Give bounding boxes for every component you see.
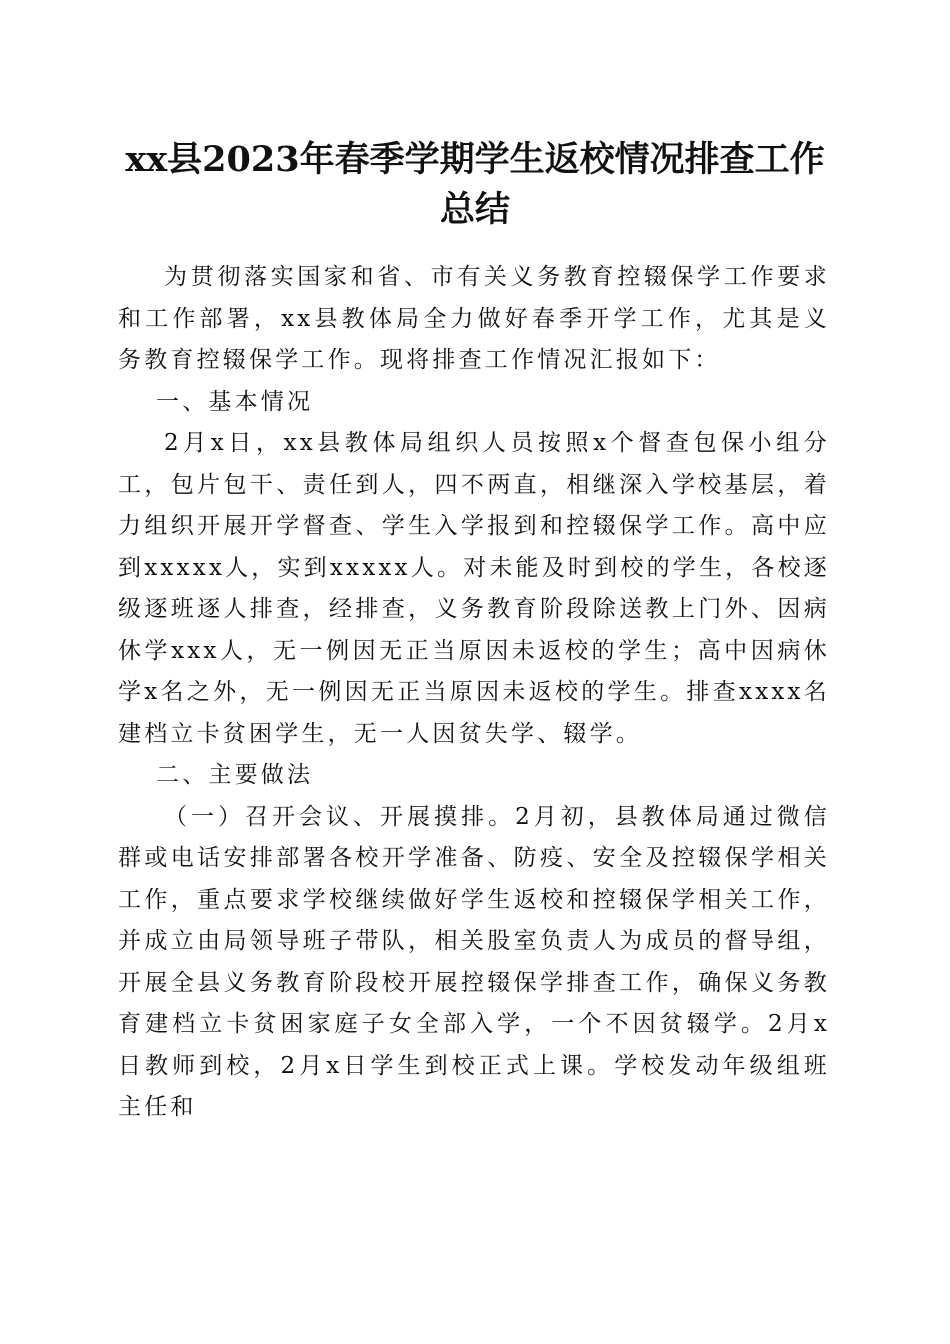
section-2-item-1-text: 2月初，县教体局通过微信群或电话安排部署各校开学准备、防疫、安全及控辍保学相关工作，重点要求学校继续做好学生返校和控辍保学相关工作，并成立由局领导班子带队，相关股室负责人为成员的督导组，开展全县义务教育阶段校开展控辍保学排查工作，确保义务教育建档立卡贫困家庭子女全部入学，一个不因贫辍学。2月x日教师到校，2月x日学生到校正式上课。学校发动年级组班主任和 (118, 803, 830, 1120)
document-body (118, 257, 830, 1129)
section-1-paragraph: 2月x日，xx县教体局组织人员按照x个督查包保小组分工，包片包干、责任到人，四不两直，相继深入学校基层，着力组织开展开学督查、学生入学报到和控辍保学工作。高中应到xxxxx人，实到xxxxx人。对未能及时到校的学生，各校逐级逐班逐人排查，经排查，义务教育阶段除送教上门外、因病休学xxx人，无一例因无正当原因未返校的学生；高中因病休学x名之外，无一例因无正当原因未返校的学生。排查xxxx名建档立卡贫困学生，无一人因贫失学、辍学。 (118, 430, 830, 747)
section-2-item-1-paragraph (118, 797, 830, 1129)
document-title (110, 135, 840, 235)
intro-paragraph: 为贯彻落实国家和省、市有关义务教育控辍保学工作要求和工作部署，xx县教体局全力做好春季开学工作，尤其是义务教育控辍保学工作。现将排查工作情况汇报如下： (118, 264, 830, 373)
section-2-item-1-heading: （一）召开会议、开展摸排。 (164, 803, 516, 830)
title-line-1: xx县2023年春季学期学生返校情况排查工作 (125, 139, 825, 180)
section-1-heading: 一、基本情况 (156, 388, 314, 415)
section-2-heading: 二、主要做法 (156, 762, 314, 788)
title-line-2: 总结 (439, 189, 510, 230)
